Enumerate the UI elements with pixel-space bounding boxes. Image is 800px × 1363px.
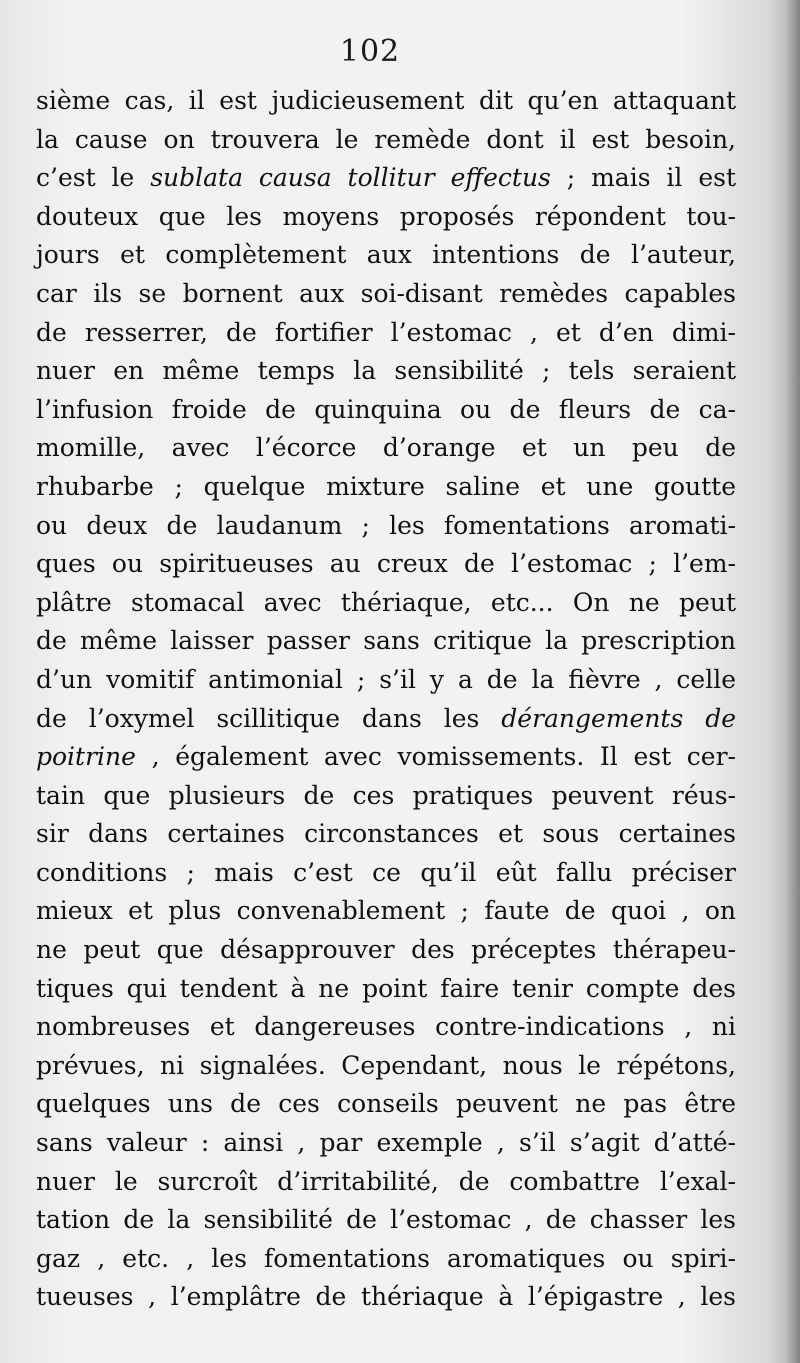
text-segment: tueuses , l’emplâtre de thériaque à l’épigastre , les — [36, 1282, 736, 1312]
text-line — [36, 507, 736, 546]
text-line — [36, 892, 736, 931]
text-line — [36, 82, 736, 121]
text-line — [36, 429, 736, 468]
text-segment: plâtre stomacal avec thériaque, etc... On ne peut — [36, 587, 736, 617]
text-segment: sir dans certaines circonstances et sous certaines — [36, 819, 736, 849]
text-line — [36, 738, 736, 777]
text-segment: momille, avec l’écorce d’orange et un peu de — [36, 433, 736, 463]
text-line — [36, 854, 736, 893]
text-line — [36, 1047, 736, 1086]
text-line — [36, 622, 736, 661]
text-segment: nuer le surcroît d’irritabilité, de combattre l’exal- — [36, 1166, 736, 1196]
text-segment: sans valeur : ainsi , par exemple , s’il s’agit d’atté- — [36, 1128, 736, 1158]
text-segment: quelques uns de ces conseils peuvent ne pas être — [36, 1089, 736, 1119]
text-segment: conditions ; mais c’est ce qu’il eût fallu préciser — [36, 857, 736, 887]
text-line — [36, 777, 736, 816]
text-line — [36, 584, 736, 623]
text-line — [36, 1240, 736, 1279]
text-line — [36, 661, 736, 700]
text-line — [36, 159, 736, 198]
text-segment: la cause on trouvera le remède dont il est besoin, — [36, 124, 736, 154]
text-segment: de l’oxymel scillitique dans les — [36, 703, 502, 733]
text-line — [36, 314, 736, 353]
text-segment: sième cas, il est judicieusement dit qu’en attaquant — [36, 86, 736, 115]
text-segment: , également avec vomissements. Il est cer- — [135, 742, 736, 772]
page-edge-shadow — [786, 0, 800, 1363]
text-line — [36, 815, 736, 854]
text-segment: ou deux de laudanum ; les fomentations aromati- — [36, 510, 736, 540]
text-segment: c’est le — [36, 163, 151, 193]
text-line — [36, 198, 736, 237]
text-line — [36, 468, 736, 507]
text-line — [36, 1278, 736, 1317]
text-line — [36, 352, 736, 391]
text-segment: d’un vomitif antimonial ; s’il y a de la fièvre , celle — [36, 664, 736, 694]
page-number: 102 — [339, 34, 401, 69]
text-line — [36, 931, 736, 970]
text-segment: douteux que les moyens proposés répondent tou- — [36, 201, 736, 231]
text-line — [36, 970, 736, 1009]
italic-text-segment: dérangements de — [501, 703, 737, 733]
text-segment: rhubarbe ; quelque mixture saline et une goutte — [36, 471, 736, 501]
text-segment: ne peut que désapprouver des préceptes thérapeu- — [36, 935, 736, 965]
text-segment: car ils se bornent aux soi-disant remèdes capables — [36, 278, 736, 308]
text-line — [36, 236, 736, 275]
text-line — [36, 275, 736, 314]
text-line — [36, 1163, 736, 1202]
body-text — [36, 82, 736, 1317]
text-segment: ques ou spiritueuses au creux de l’estomac ; l’em- — [36, 549, 736, 579]
text-line — [36, 1085, 736, 1124]
text-segment: gaz , etc. , les fomentations aromatiques ou spiri- — [36, 1243, 736, 1273]
text-line — [36, 1008, 736, 1047]
text-line — [36, 1201, 736, 1240]
text-line — [36, 391, 736, 430]
text-segment: prévues, ni signalées. Cependant, nous le répétons, — [36, 1050, 736, 1080]
text-segment: nombreuses et dangereuses contre-indications , ni — [36, 1012, 736, 1042]
italic-text-segment: poitrine — [36, 742, 136, 772]
italic-text-segment: sublata causa tollitur effectus — [150, 163, 551, 193]
text-segment: tain que plusieurs de ces pratiques peuvent réus- — [36, 780, 736, 810]
text-segment: ; mais il est — [550, 163, 736, 193]
text-segment: nuer en même temps la sensibilité ; tels seraient — [36, 356, 736, 386]
text-line — [36, 121, 736, 160]
text-segment: jours et complètement aux intentions de l’auteur, — [36, 240, 736, 270]
text-segment: de resserrer, de fortifier l’estomac , et d’en dimi- — [36, 317, 736, 347]
text-segment: l’infusion froide de quinquina ou de fleurs de ca- — [36, 394, 736, 424]
text-segment: tation de la sensibilité de l’estomac , de chasser les — [36, 1205, 736, 1235]
text-segment: de même laisser passer sans critique la prescription — [36, 626, 736, 656]
text-line — [36, 545, 736, 584]
text-line — [36, 1124, 736, 1163]
text-segment: tiques qui tendent à ne point faire tenir compte des — [36, 973, 736, 1003]
text-line — [36, 700, 736, 739]
text-segment: mieux et plus convenablement ; faute de quoi , on — [36, 896, 736, 926]
